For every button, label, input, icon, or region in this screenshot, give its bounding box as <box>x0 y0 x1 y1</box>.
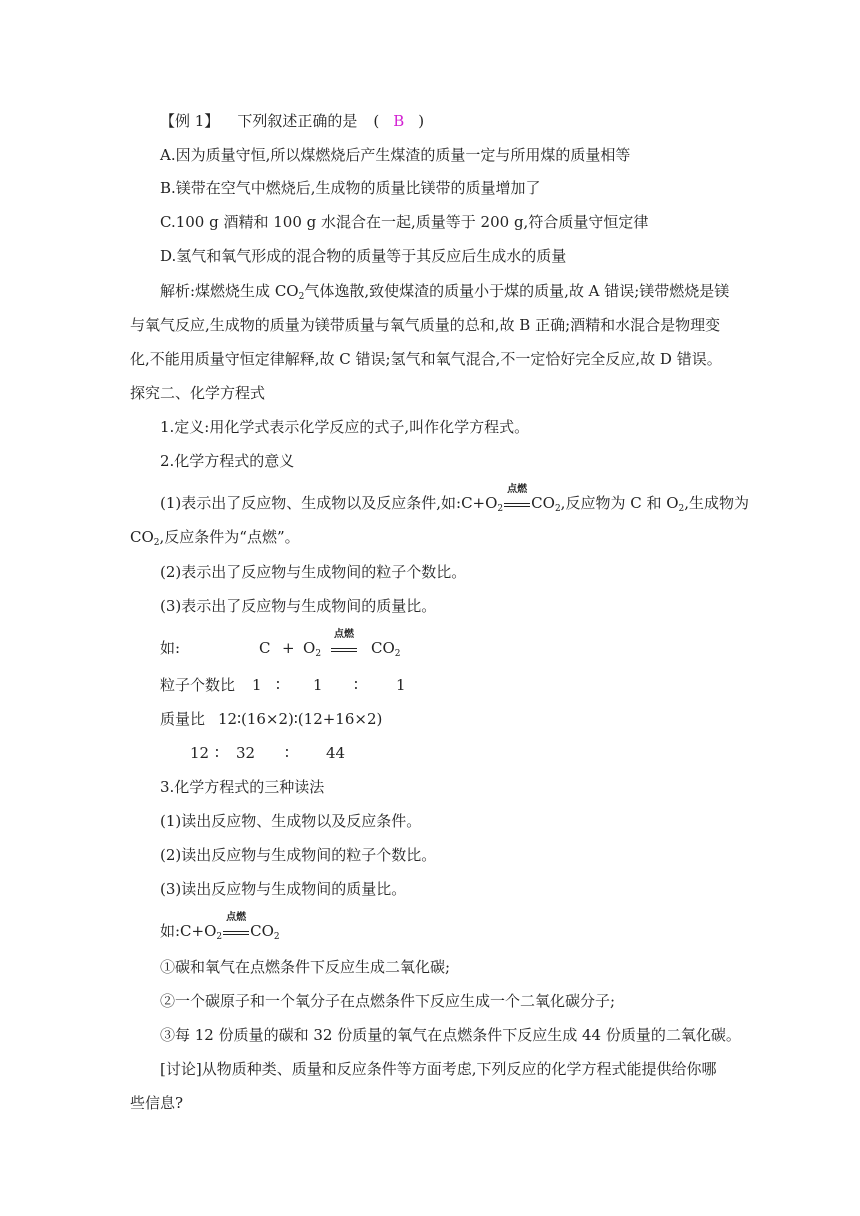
reading-statement-3: ③每 12 份质量的碳和 32 份质量的氧气在点燃条件下反应生成 44 份质量的二氧化碳。 <box>160 1026 741 1044</box>
mass-label: 质量比 <box>160 710 206 728</box>
definition: 1.定义:用化学式表示化学反应的式子,叫作化学方程式。 <box>160 418 530 436</box>
reading-example: 如$:C+O_2$ 点燃 $CO_2$ <box>160 912 280 942</box>
particle-3: 1 <box>396 676 406 694</box>
particle-2: 1 <box>313 676 323 694</box>
meaning-3: (3)表示出了反应物与生成物间的质量比。 <box>160 597 437 615</box>
particle-1: 1 <box>252 676 262 694</box>
mass-expression: 12∶(16×2)∶(12+16×2) <box>218 710 383 728</box>
analysis-line-3: 化,不能用质量守恒定律解释,故 C 错误;氢气和氧气混合,不一定恰好完全反应,故 D 错误。 <box>130 350 722 368</box>
ratio-ru: 如: <box>160 639 181 657</box>
meaning-title: 2.化学方程式的意义 <box>160 452 295 470</box>
ratio-c: C <box>259 639 271 657</box>
reading-3: (3)读出反应物与生成物间的质量比。 <box>160 880 407 898</box>
reading-statement-2: ②一个碳原子和一个氧分子在点燃条件下反应生成一个二氧化碳分子; <box>160 992 616 1010</box>
discussion-line-1: [讨论]从物质种类、质量和反应条件等方面考虑,下列反应的化学方程式能提供给你哪 <box>160 1060 717 1078</box>
particle-colon-2: ∶ <box>354 676 358 694</box>
meaning-1-cont: $CO_2$,反应条件为“点燃”。 <box>130 528 300 548</box>
option-d: D.氢气和氧气形成的混合物的质量等于其反应后生成水的质量 <box>160 247 567 265</box>
mass-colon-1: ∶ <box>215 744 219 762</box>
section-title: 探究二、化学方程式 <box>130 384 266 402</box>
example-answer: B <box>393 112 405 130</box>
particle-colon-1: ∶ <box>276 676 280 694</box>
option-b: B.镁带在空气中燃烧后,生成物的质量比镁带的质量增加了 <box>160 179 541 197</box>
reading-statement-1: ①碳和氧气在点燃条件下反应生成二氧化碳; <box>160 958 451 976</box>
mass-1: 12 <box>190 744 210 762</box>
reading-1: (1)读出反应物、生成物以及反应条件。 <box>160 812 422 830</box>
analysis-line-2: 与氧气反应,生成物的质量为镁带质量与氧气质量的总和,故 B 正确;酒精和水混合是物理变 <box>130 316 721 334</box>
option-a: A.因为质量守恒,所以煤燃烧后产生煤渣的质量一定与所用煤的质量相等 <box>160 146 631 164</box>
option-c: C.100 g 酒精和 100 g 水混合在一起,质量等于 200 g,符合质量守恒定律 <box>160 213 649 231</box>
example-question: 【例 1】 下列叙述正确的是 ( B ) <box>160 112 425 130</box>
ratio-plus: + <box>282 639 295 657</box>
example-question-text: 下列叙述正确的是 <box>237 112 358 130</box>
ratio-co2: $CO_2$ <box>371 639 401 659</box>
discussion-line-2: 些信息? <box>130 1094 184 1112</box>
reaction-arrow: 点燃 <box>504 493 530 513</box>
meaning-1: (1)表示出了反应物、生成物以及反应条件,如$:C+O_2$ 点燃 $CO_2$,反应物为 C 和 $O_2$,生成物为 <box>160 484 750 514</box>
reaction-arrow-3: 点燃 <box>223 921 249 941</box>
meaning-2: (2)表示出了反应物与生成物间的粒子个数比。 <box>160 563 467 581</box>
particle-label: 粒子个数比 <box>160 676 236 694</box>
ratio-arrow <box>330 629 358 658</box>
ratio-o2: $O_2$ <box>303 639 322 659</box>
reading-title: 3.化学方程式的三种读法 <box>160 778 325 796</box>
reaction-arrow-2: 点燃 <box>331 638 357 658</box>
example-label: 【例 1】 <box>160 112 220 130</box>
reading-2: (2)读出反应物与生成物间的粒子个数比。 <box>160 846 437 864</box>
analysis-line-1: 解析:煤燃烧生成 $CO_2$气体逸散,致使煤渣的质量小于煤的质量,故 A 错误;镁带燃烧是镁 <box>160 282 730 302</box>
mass-2: 32 <box>236 744 256 762</box>
mass-3: 44 <box>326 744 346 762</box>
mass-colon-2: ∶ <box>285 744 289 762</box>
